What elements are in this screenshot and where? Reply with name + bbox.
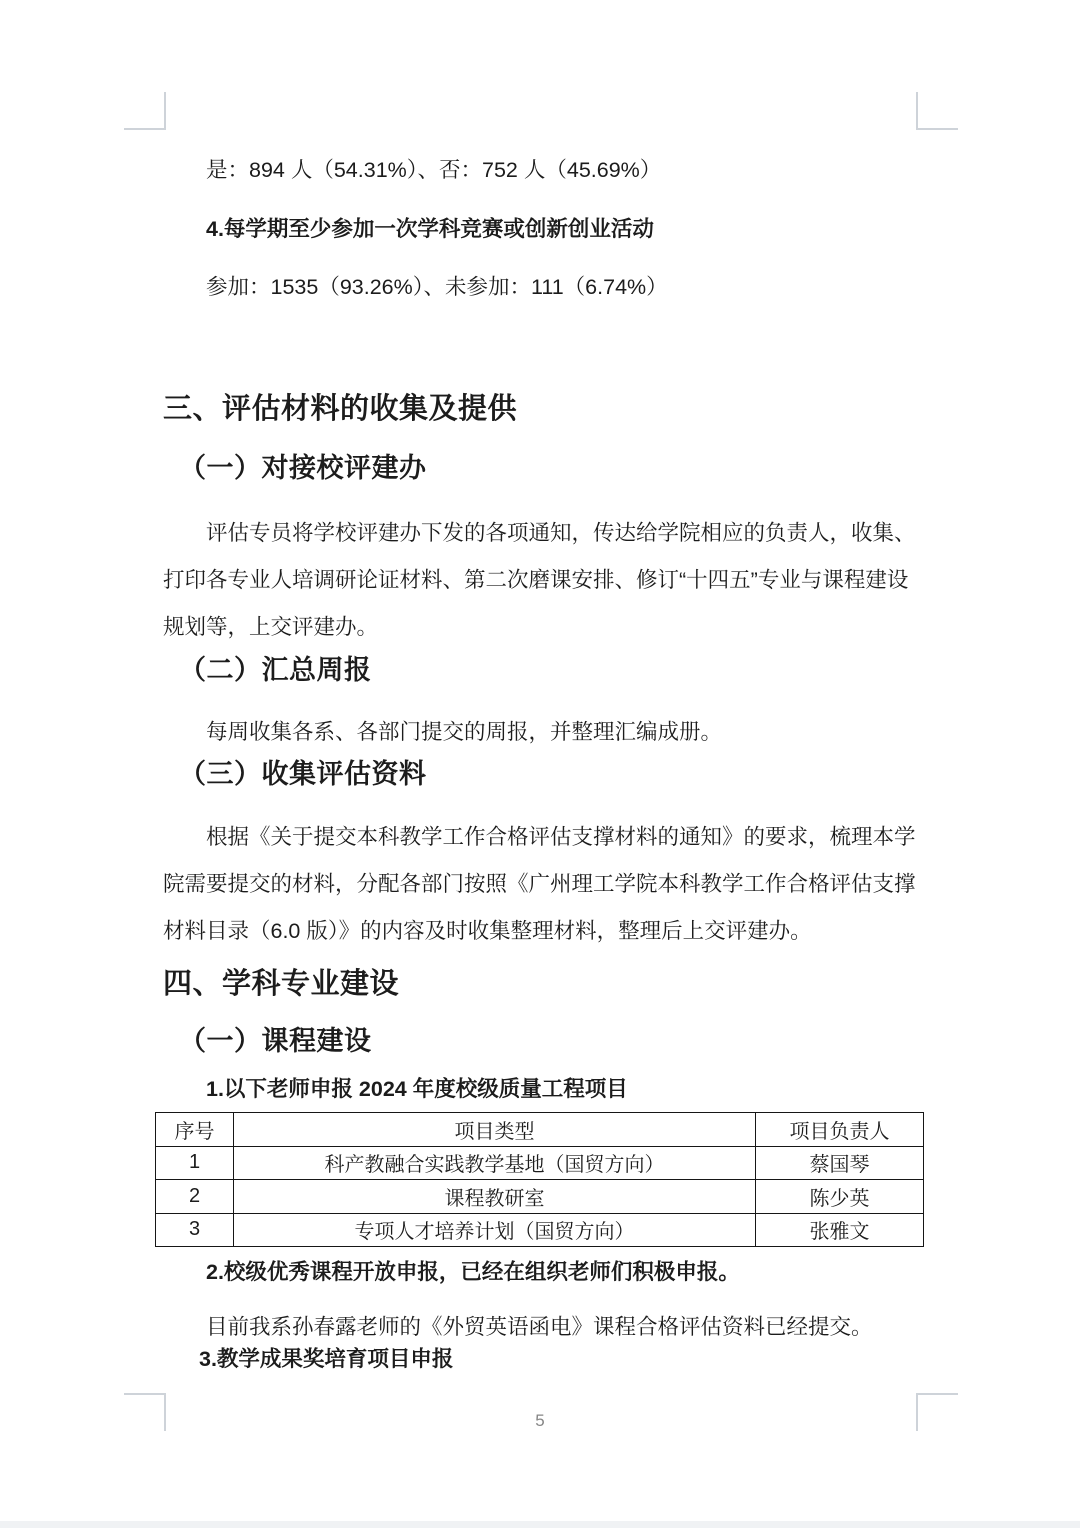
cell-type: 课程教研室 [234,1180,756,1214]
cell-no: 3 [156,1213,234,1247]
table-row [156,1213,924,1247]
cell-leader: 陈少英 [756,1180,924,1214]
cell-no: 2 [156,1180,234,1214]
header-cell-no: 序号 [156,1113,234,1147]
section-four-item1-title: 1.以下老师申报 2024 年度校级质量工程项目 [206,1077,628,1101]
section-four-item3-title: 3.教学成果奖培育项目申报 [199,1347,454,1371]
section-four-sub1-heading: （一）课程建设 [179,1026,372,1056]
survey-participation-line: 参加：1535（93.26%）、未参加：111（6.74%） [206,275,668,299]
paragraph-line: 院需要提交的材料，分配各部门按照《广州理工学院本科教学工作合格评估支撑 [163,872,916,896]
table-header-row [156,1113,924,1147]
paragraph-line: 打印各专业人培调研论证材料、第二次磨课安排、修订“十四五”专业与课程建设 [163,568,909,592]
section-three-heading: 三、评估材料的收集及提供 [163,393,518,425]
section-three-sub2-paragraph [163,709,963,756]
section-four-item2-title: 2.校级优秀课程开放申报，已经在组织老师们积极申报。 [206,1260,740,1284]
crop-mark-top-left-icon [124,92,166,130]
paragraph-line: 规划等，上交评建办。 [163,615,379,639]
page-number: 5 [535,1411,545,1430]
cell-no: 1 [156,1146,234,1180]
section-three-sub1-heading: （一）对接校评建办 [179,453,427,483]
survey-yes-no-line: 是：894 人（54.31%）、否：752 人（45.69%） [206,158,662,182]
paragraph-line: 根据《关于提交本科教学工作合格评估支撑材料的通知》的要求，梳理本学 [206,825,916,849]
paragraph-line: 目前我系孙春露老师的《外贸英语函电》课程合格评估资料已经提交。 [206,1315,873,1339]
cell-leader: 张雅文 [756,1213,924,1247]
quality-projects-table [155,1112,924,1247]
page-edge-strip [0,1521,1080,1528]
section-four-heading: 四、学科专业建设 [163,968,400,1000]
section-three-sub2-heading: （二）汇总周报 [179,655,372,685]
paragraph-line: 每周收集各系、各部门提交的周报，并整理汇编成册。 [206,720,723,744]
section-three-sub3-paragraph [163,814,963,955]
section-three-sub3-heading: （三）收集评估资料 [179,759,427,789]
table-row [156,1180,924,1214]
survey-item4-title: 4.每学期至少参加一次学科竞赛或创新创业活动 [206,217,654,241]
header-cell-type: 项目类型 [234,1113,756,1147]
paragraph-line: 材料目录（6.0 版）》的内容及时收集整理材料，整理后上交评建办。 [163,919,812,943]
table-row [156,1146,924,1180]
header-cell-leader: 项目负责人 [756,1113,924,1147]
cell-leader: 蔡国琴 [756,1146,924,1180]
cell-type: 专项人才培养计划（国贸方向） [234,1213,756,1247]
paragraph-line: 评估专员将学校评建办下发的各项通知，传达给学院相应的负责人，收集、 [206,521,916,545]
cell-type: 科产教融合实践教学基地（国贸方向） [234,1146,756,1180]
crop-mark-top-right-icon [916,92,958,130]
section-three-sub1-paragraph [163,510,963,651]
